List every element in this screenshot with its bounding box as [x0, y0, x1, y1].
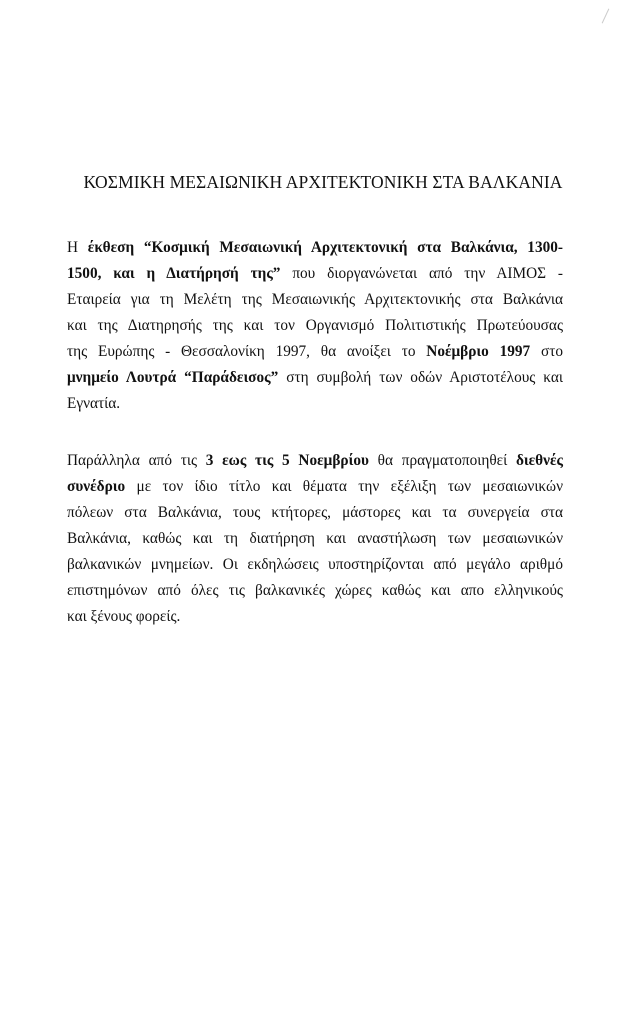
- paragraph-exhibition: [67, 235, 563, 417]
- bold-text: Νοέμβριο 1997: [426, 343, 531, 360]
- text: της Ευρώπης - Θεσσαλονίκη 1997, θα ανοίξει το: [67, 343, 427, 360]
- text-line: [67, 552, 563, 578]
- text-line: [67, 448, 563, 474]
- text: Η: [67, 239, 88, 256]
- text: και ξένους φορείς.: [67, 608, 181, 625]
- text: στη συμβολή των οδών Αριστοτέλους και: [278, 369, 563, 386]
- text-line: [67, 500, 563, 526]
- bold-text: 3 εως τις 5 Νοεμβρίου: [205, 452, 369, 469]
- text: θα πραγματοποιηθεί: [368, 452, 516, 469]
- bold-text: έκθεση “Κοσμική Μεσαιωνική Αρχιτεκτονική στα Βαλκάνια, 1300-: [87, 239, 563, 256]
- scan-mark: [602, 9, 610, 24]
- text-line: [67, 261, 563, 287]
- text: επιστημόνων από όλες τις βαλκανικές χώρες καθώς και απο ελληνικούς: [67, 582, 563, 599]
- text: πόλεων στα Βαλκάνια, τους κτήτορες, μάστορες και τα συνεργεία στα: [67, 504, 563, 521]
- text-line: [67, 339, 563, 365]
- text: βαλκανικών μνημείων. Οι εκδηλώσεις υποστηρίζονται από μεγάλο αριθμό: [67, 556, 563, 573]
- text-line: [67, 365, 563, 391]
- text: με τον ίδιο τίτλο και θέματα την εξέλιξη των μεσαιωνικών: [125, 478, 563, 495]
- text-line: [67, 287, 563, 313]
- text-line: [67, 526, 563, 552]
- text: Εταιρεία για τη Μελέτη της Μεσαιωνικής Αρχιτεκτονικής στα Βαλκάνια: [67, 291, 563, 308]
- bold-text: συνέδριο: [67, 478, 126, 495]
- bold-text: 1500, και η Διατήρησή της”: [67, 265, 281, 282]
- text: που διοργανώνεται από την ΑΙΜΟΣ -: [280, 265, 564, 282]
- text: στο: [530, 343, 563, 360]
- text: Παράλληλα από τις: [67, 452, 206, 469]
- text-line: [67, 578, 563, 604]
- document-title: ΚΟΣΜΙΚΗ ΜΕΣΑΙΩΝΙΚΗ ΑΡΧΙΤΕΚΤΟΝΙΚΗ ΣΤΑ ΒΑΛΚΑΝΙΑ: [83, 172, 563, 192]
- text: και της Διατηρησής της και τον Οργανισμό Πολιτιστικής Πρωτεύουσας: [67, 317, 563, 334]
- text-line: [67, 313, 563, 339]
- bold-text: διεθνές: [515, 452, 563, 469]
- bold-text: μνημείο Λουτρά “Παράδεισος”: [67, 369, 279, 386]
- text-line: [67, 235, 563, 261]
- paragraph-conference: [67, 448, 563, 630]
- text-line: [67, 604, 563, 630]
- text: Εγνατία.: [67, 395, 121, 412]
- text-line: [67, 474, 563, 500]
- text: Βαλκάνια, καθώς και τη διατήρηση και αναστήλωση των μεσαιωνικών: [67, 530, 563, 547]
- text-line: [67, 391, 563, 417]
